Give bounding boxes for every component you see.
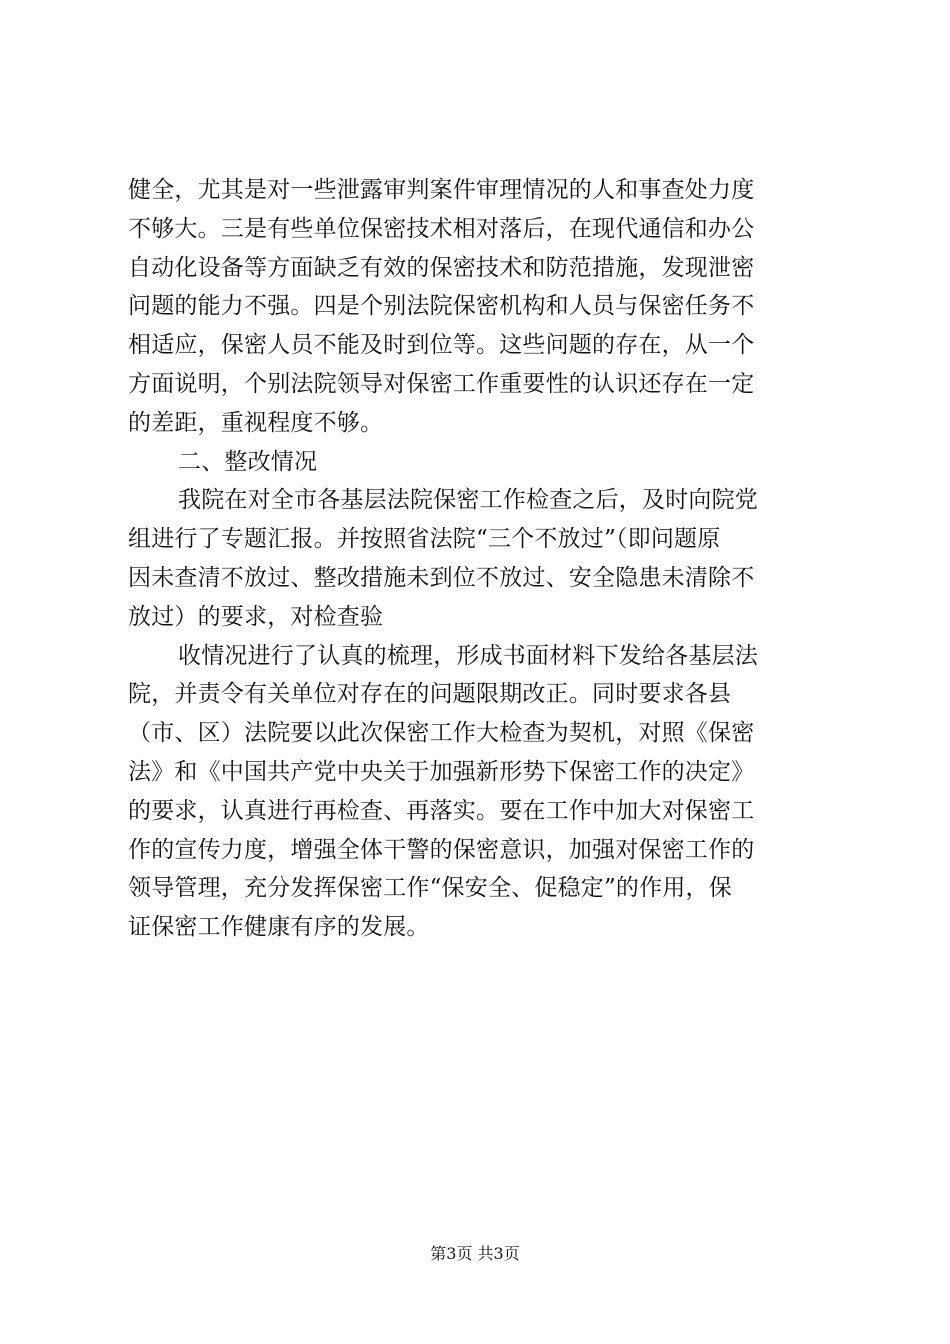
text-line-9: 我院在对全市各基层法院保密工作检查之后，及时向院党 <box>178 487 758 514</box>
text-line-2: 不够大。三是有些单位保密技术相对落后，在现代通信和办公 <box>128 215 755 242</box>
text-line-11: 因未查清不放过、整改措施未到位不放过、安全隐患未清除不 <box>128 564 755 591</box>
text-line-18: 作的宣传力度，增强全体干警的保密意识，加强对保密工作的 <box>128 836 755 863</box>
section-heading: 二、整改情况 <box>178 448 318 475</box>
text-line-7: 的差距，重视程度不够。 <box>128 409 384 436</box>
text-line-10: 组进行了专题汇报。并按照省法院“三个不放过”（即问题原 <box>128 526 721 553</box>
text-line-15: （市、区）法院要以此次保密工作大检查为契机，对照《保密 <box>128 720 755 747</box>
text-line-19: 领导管理，充分发挥保密工作“保安全、促稳定”的作用，保 <box>128 875 732 902</box>
page-number-footer: 第3页 共3页 <box>430 1244 520 1263</box>
text-line-13: 收情况进行了认真的梳理，形成书面材料下发给各基层法 <box>178 642 758 669</box>
document-body <box>128 171 828 947</box>
text-line-12: 放过）的要求，对检查验 <box>128 603 384 630</box>
text-line-20: 证保密工作健康有序的发展。 <box>128 914 430 941</box>
text-line-3: 自动化设备等方面缺乏有效的保密技术和防范措施，发现泄密 <box>128 254 755 281</box>
text-line-6: 方面说明，个别法院领导对保密工作重要性的认识还存在一定 <box>128 370 755 397</box>
text-line-4: 问题的能力不强。四是个别法院保密机构和人员与保密任务不 <box>128 293 755 320</box>
text-line-1: 健全，尤其是对一些泄露审判案件审理情况的人和事查处力度 <box>128 177 755 203</box>
text-line-14: 院，并责令有关单位对存在的问题限期改正。同时要求各县 <box>128 681 732 708</box>
text-line-17: 的要求，认真进行再检查、再落实。要在工作中加大对保密工 <box>128 797 755 824</box>
text-line-5: 相适应，保密人员不能及时到位等。这些问题的存在，从一个 <box>128 332 755 359</box>
text-line-16: 法》和《中国共产党中央关于加强新形势下保密工作的决定》 <box>128 758 755 785</box>
